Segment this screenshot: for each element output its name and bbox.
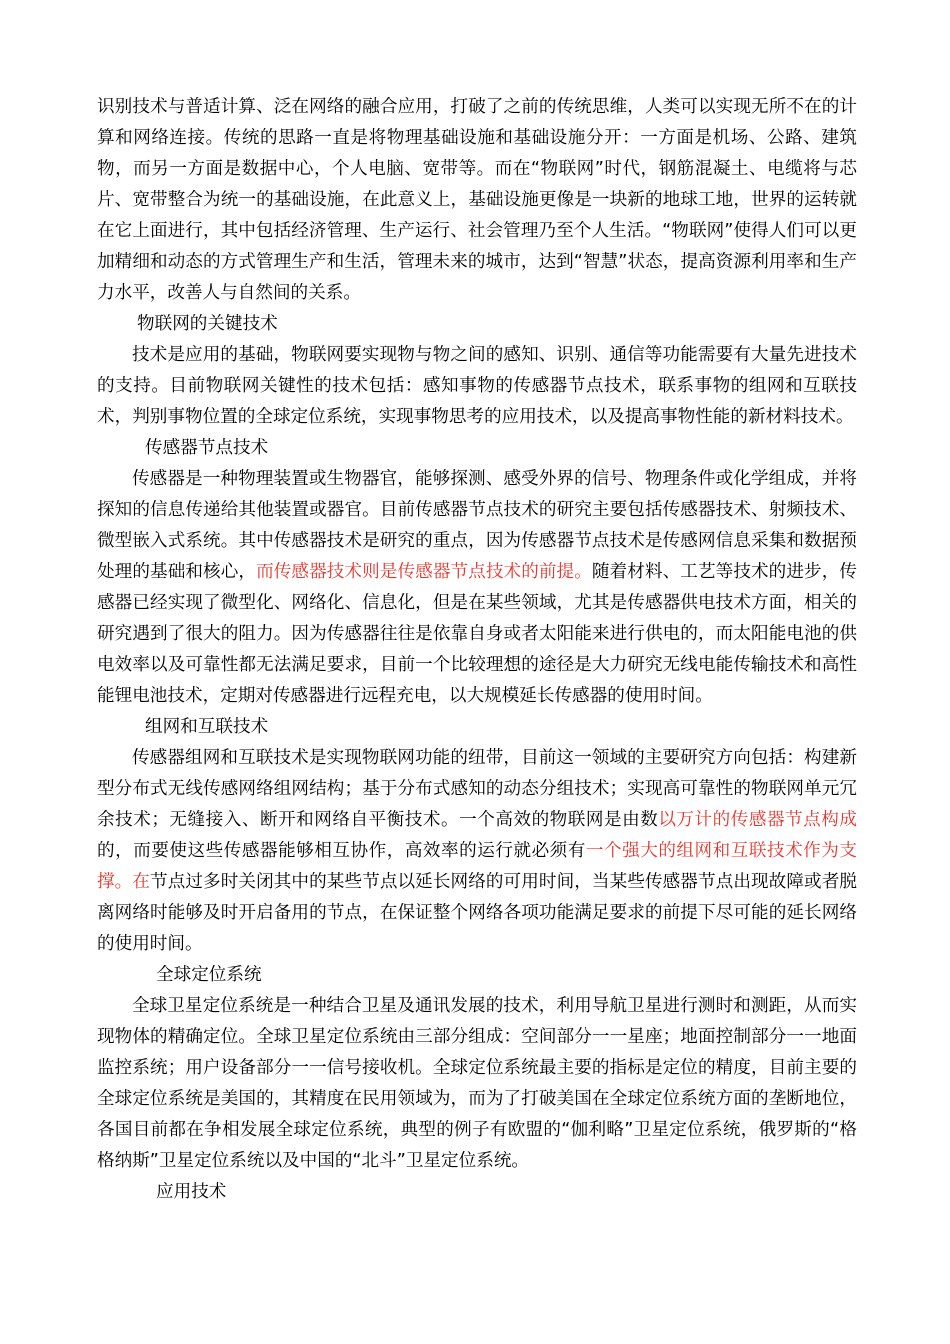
section-heading-key-tech: 物联网的关键技术 (137, 314, 278, 334)
section-heading-app: 应用技术 (156, 1182, 227, 1202)
sensor-text-b: 随着材料、工艺等技术的进步，传感器已经实现了微型化、网络化、信息化，但是在某些领域，尤其是传感器供电技术方面，相关的研究遇到了很大的阻力。因为传感器往往是依靠自身或者太阳能来进行供电的，而太阳能电池的供电效率以及可靠性都无法满足要求，目前一个比较理想的途径是大力研究无线电能传输技术和高性能锂电池技术，定期对传感器进行远程充电，以大规模延长传感器的使用时间。 (97, 562, 857, 706)
network-highlight-2: 一个强大的组网和互联技术作为支撑。在 (97, 841, 857, 892)
sensor-paragraph (97, 464, 857, 712)
network-text-a: 传感器组网和互联技术是实现物联网功能的纽带，目前这一领域的主要研究方向包括：构建新型分布式无线传感网络组网结构；基于分布式感知的动态分组技术；实现高可靠性的物联网单元冗余技术；无缝接入、断开和网络自平衡技术。一个高效的物联网是由数 (97, 748, 857, 830)
section-heading-network: 组网和互联技术 (145, 717, 269, 737)
document-body (97, 92, 857, 1208)
intro-paragraph: 识别技术与普适计算、泛在网络的融合应用，打破了之前的传统思维，人类可以实现无所不在的计算和网络连接。传统的思路一直是将物理基础设施和基础设施分开：一方面是机场、公路、建筑物，而另一方面是数据中心，个人电脑、宽带等。而在“物联网”时代，钢筋混凝土、电缆将与芯片、宽带整合为统一的基础设施，在此意义上，基础设施更像是一块新的地球工地，世界的运转就在它上面进行，其中包括经济管理、生产运行、社会管理乃至个人生活。“物联网”使得人们可以更加精细和动态的方式管理生产和生活，管理未来的城市，达到“智慧”状态，提高资源利用率和生产力水平，改善人与自然间的关系。 (97, 97, 857, 303)
network-highlight-1: 以万计的传感器节点构成 (658, 810, 857, 830)
sensor-highlight: 而传感器技术则是传感器节点技术的前提。 (256, 562, 592, 582)
section-heading-gps: 全球定位系统 (156, 965, 262, 985)
network-paragraph (97, 743, 857, 960)
network-text-c: 节点过多时关闭其中的某些节点以延长网络的可用时间，当某些传感器节点出现故障或者脱离网络时能够及时开启备用的节点，在保证整个网络各项功能满足要求的前提下尽可能的延长网络的使用时间。 (97, 872, 857, 954)
sensor-text-a: 传感器是一种物理装置或生物器官，能够探测、感受外界的信号、物理条件或化学组成，并将探知的信息传递给其他装置或器官。目前传感器节点技术的研究主要包括传感器技术、射频技术、微型嵌入式系统。其中传感器技术是研究的重点，因为传感器节点技术是传感网信息采集和数据预处理的基础和核心， (97, 469, 857, 582)
gps-paragraph: 全球卫星定位系统是一种结合卫星及通讯发展的技术，利用导航卫星进行测时和测距，从而实现物体的精确定位。全球卫星定位系统由三部分组成：空间部分一一星座；地面控制部分一一地面监控系统；用户设备部分一一信号接收机。全球定位系统最主要的指标是定位的精度，目前主要的全球定位系统是美国的，其精度在民用领域为，而为了打破美国在全球定位系统方面的垄断地位，各国目前都在争相发展全球定位系统，典型的例子有欧盟的“伽利略”卫星定位系统，俄罗斯的“格格纳斯”卫星定位系统以及中国的“北斗”卫星定位系统。 (97, 996, 857, 1171)
section-heading-sensor: 传感器节点技术 (145, 438, 269, 458)
key-tech-paragraph: 技术是应用的基础，物联网要实现物与物之间的感知、识别、通信等功能需要有大量先进技术的支持。目前物联网关键性的技术包括：感知事物的传感器节点技术，联系事物的组网和互联技术，判别事物位置的全球定位系统，实现事物思考的应用技术，以及提高事物性能的新材料技术。 (97, 345, 857, 427)
network-text-b: 的，而要使这些传感器能够相互协作，高效率的运行就必须有 (97, 841, 586, 861)
